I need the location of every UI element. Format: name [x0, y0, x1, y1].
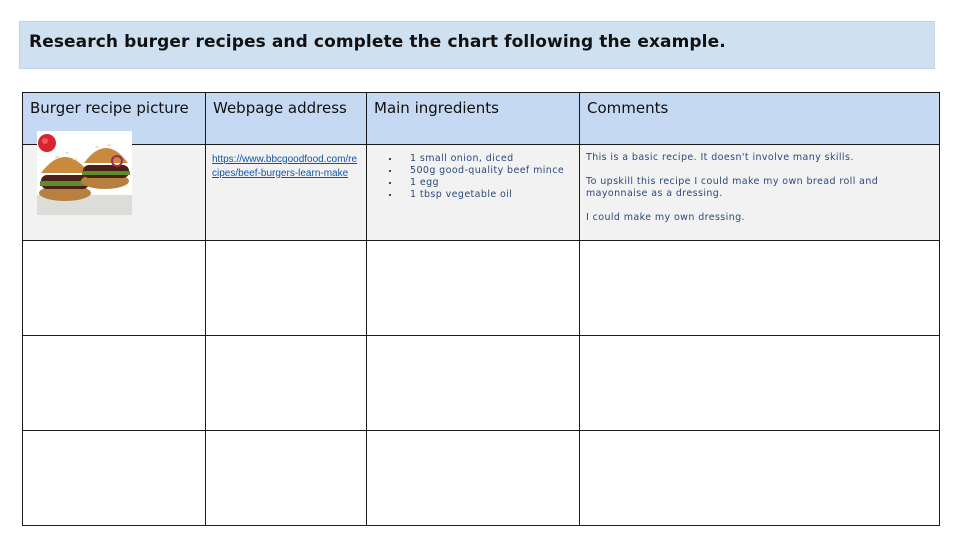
empty-picture-cell[interactable] [23, 336, 206, 431]
empty-comments-cell[interactable] [580, 336, 940, 431]
empty-webpage-cell[interactable] [206, 336, 367, 431]
empty-comments-cell[interactable] [580, 241, 940, 336]
empty-webpage-cell[interactable] [206, 241, 367, 336]
ingredients-list [367, 145, 579, 201]
empty-ingredients-cell[interactable] [367, 241, 580, 336]
table-row [23, 241, 940, 336]
table-row [23, 431, 940, 526]
empty-ingredients-cell[interactable] [367, 336, 580, 431]
recipe-chart [22, 92, 940, 526]
empty-comments-cell[interactable] [580, 431, 940, 526]
bullet-icon [389, 170, 391, 172]
bullet-icon [389, 158, 391, 160]
empty-picture-cell[interactable] [23, 241, 206, 336]
header-row [23, 93, 940, 145]
instruction-text: Research burger recipes and complete the chart following the example. [29, 32, 726, 52]
ingredients-cell [367, 145, 580, 241]
burger-photo [37, 131, 132, 215]
table-row [23, 336, 940, 431]
header-picture: Burger recipe picture [23, 93, 206, 145]
header-webpage: Webpage address [206, 93, 367, 145]
example-row [23, 145, 940, 241]
list-item: 1 tbsp vegetable oil [389, 189, 579, 201]
comments-cell [580, 145, 940, 241]
comment-text: This is a basic recipe. It doesn't involve many skills. [586, 152, 854, 163]
picture-cell[interactable] [23, 145, 206, 241]
recipe-link[interactable]: https://www.bbcgoodfood.com/recipes/beef-burgers-learn-make [212, 154, 358, 179]
list-item: 1 small onion, diced [389, 153, 579, 165]
instruction-banner [19, 21, 935, 69]
bullet-icon [389, 194, 391, 196]
empty-webpage-cell[interactable] [206, 431, 367, 526]
list-item: 500g good-quality beef mince [389, 165, 579, 177]
empty-picture-cell[interactable] [23, 431, 206, 526]
comment-text: To upskill this recipe I could make my own bread roll and mayonnaise as a dressing. [586, 176, 879, 199]
empty-ingredients-cell[interactable] [367, 431, 580, 526]
comment-text: I could make my own dressing. [586, 212, 745, 223]
header-comments: Comments [580, 93, 940, 145]
header-ingredients: Main ingredients [367, 93, 580, 145]
webpage-cell [206, 145, 367, 241]
list-item: 1 egg [389, 177, 579, 189]
bullet-icon [389, 182, 391, 184]
